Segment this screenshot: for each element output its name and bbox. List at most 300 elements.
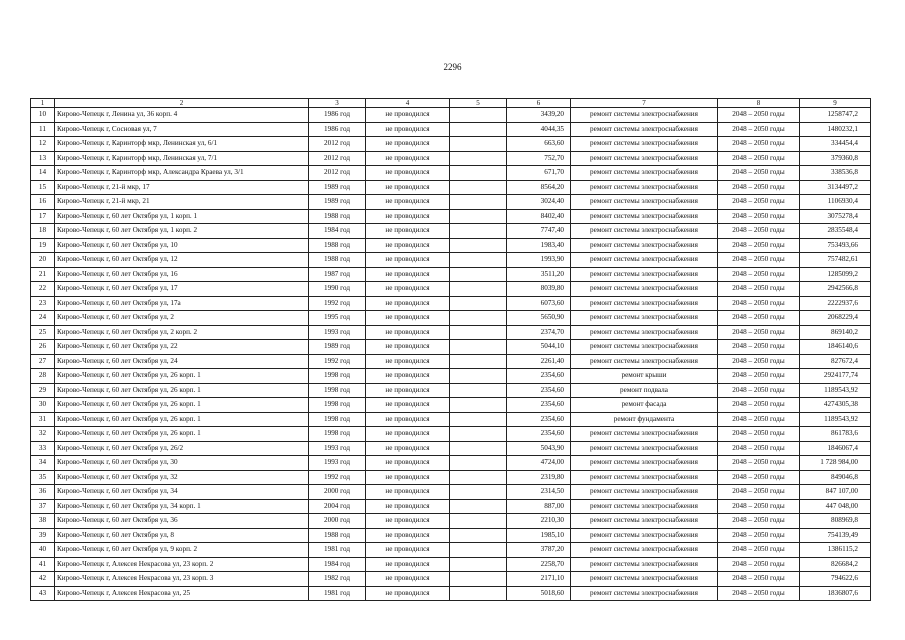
table-row: [31, 209, 871, 224]
cell-area: 2354,60: [507, 398, 571, 413]
cell-cost: 754139,49: [800, 528, 871, 543]
cell-last-repair: не проводился: [366, 543, 450, 558]
cell-period: 2048 – 2050 годы: [718, 195, 800, 210]
cell-build-year: 1995 год: [309, 311, 366, 326]
cell-build-year: 1992 год: [309, 354, 366, 369]
cell-area: 8402,40: [507, 209, 571, 224]
cell-area: 5650,90: [507, 311, 571, 326]
cell-last-repair: не проводился: [366, 340, 450, 355]
table-row: [31, 470, 871, 485]
cell-col5: [450, 572, 507, 587]
table-row: [31, 253, 871, 268]
cell-build-year: 1988 год: [309, 253, 366, 268]
cell-last-repair: не проводился: [366, 108, 450, 123]
cell-last-repair: не проводился: [366, 557, 450, 572]
cell-build-year: 1986 год: [309, 108, 366, 123]
cell-period: 2048 – 2050 годы: [718, 108, 800, 123]
table-body: [31, 108, 871, 601]
cell-row-number: 18: [31, 224, 55, 239]
cell-build-year: 1982 год: [309, 572, 366, 587]
cell-row-number: 20: [31, 253, 55, 268]
cell-area: 6073,60: [507, 296, 571, 311]
cell-col5: [450, 137, 507, 152]
cell-cost: 3075278,4: [800, 209, 871, 224]
cell-area: 2258,70: [507, 557, 571, 572]
cell-address: Кирово-Чепецк г, 60 лет Октября ул, 1 корп. 1: [55, 209, 309, 224]
cell-work-type: ремонт подвала: [571, 383, 718, 398]
cell-last-repair: не проводился: [366, 369, 450, 384]
cell-address: Кирово-Чепецк г, 60 лет Октября ул, 9 корп. 2: [55, 543, 309, 558]
cell-cost: 1846067,4: [800, 441, 871, 456]
table-row: [31, 586, 871, 601]
cell-last-repair: не проводился: [366, 456, 450, 471]
cell-row-number: 42: [31, 572, 55, 587]
column-header-2: 2: [55, 99, 309, 108]
cell-address: Кирово-Чепецк г, Алексея Некрасова ул, 23 корп. 3: [55, 572, 309, 587]
cell-area: 2314,50: [507, 485, 571, 500]
cell-address: Кирово-Чепецк г, 21-й мкр, 21: [55, 195, 309, 210]
cell-period: 2048 – 2050 годы: [718, 166, 800, 181]
cell-build-year: 1992 год: [309, 470, 366, 485]
cell-work-type: ремонт системы электроснабжения: [571, 485, 718, 500]
cell-last-repair: не проводился: [366, 282, 450, 297]
cell-last-repair: не проводился: [366, 398, 450, 413]
cell-address: Кирово-Чепецк г, 60 лет Октября ул, 17: [55, 282, 309, 297]
cell-area: 2354,60: [507, 427, 571, 442]
cell-build-year: 1993 год: [309, 325, 366, 340]
cell-last-repair: не проводился: [366, 195, 450, 210]
cell-col5: [450, 108, 507, 123]
cell-row-number: 43: [31, 586, 55, 601]
cell-cost: 379360,8: [800, 151, 871, 166]
cell-area: 2354,60: [507, 412, 571, 427]
cell-row-number: 12: [31, 137, 55, 152]
cell-period: 2048 – 2050 годы: [718, 137, 800, 152]
cell-address: Кирово-Чепецк г, 60 лет Октября ул, 26 корп. 1: [55, 398, 309, 413]
cell-address: Кирово-Чепецк г, 60 лет Октября ул, 34 корп. 1: [55, 499, 309, 514]
table-row: [31, 557, 871, 572]
cell-row-number: 27: [31, 354, 55, 369]
cell-row-number: 11: [31, 122, 55, 137]
table-row: [31, 311, 871, 326]
table-header-row: [31, 99, 871, 108]
cell-build-year: 1993 год: [309, 456, 366, 471]
table-row: [31, 137, 871, 152]
cell-build-year: 1981 год: [309, 586, 366, 601]
cell-work-type: ремонт системы электроснабжения: [571, 137, 718, 152]
cell-period: 2048 – 2050 годы: [718, 514, 800, 529]
cell-period: 2048 – 2050 годы: [718, 209, 800, 224]
cell-last-repair: не проводился: [366, 209, 450, 224]
cell-work-type: ремонт системы электроснабжения: [571, 195, 718, 210]
cell-area: 8039,80: [507, 282, 571, 297]
cell-row-number: 30: [31, 398, 55, 413]
cell-address: Кирово-Чепецк г, 60 лет Октября ул, 10: [55, 238, 309, 253]
cell-period: 2048 – 2050 годы: [718, 122, 800, 137]
table-row: [31, 572, 871, 587]
cell-build-year: 1989 год: [309, 340, 366, 355]
table-row: [31, 485, 871, 500]
cell-period: 2048 – 2050 годы: [718, 383, 800, 398]
cell-build-year: 1988 год: [309, 238, 366, 253]
cell-period: 2048 – 2050 годы: [718, 282, 800, 297]
cell-address: Кирово-Чепецк г, Каринторф мкр, Ленинская ул, 7/1: [55, 151, 309, 166]
column-header-1: 1: [31, 99, 55, 108]
cell-cost: 794622,6: [800, 572, 871, 587]
cell-col5: [450, 427, 507, 442]
cell-address: Кирово-Чепецк г, Каринторф мкр, Александра Краева ул, 3/1: [55, 166, 309, 181]
cell-row-number: 21: [31, 267, 55, 282]
cell-col5: [450, 441, 507, 456]
cell-row-number: 13: [31, 151, 55, 166]
cell-cost: 869140,2: [800, 325, 871, 340]
cell-work-type: ремонт системы электроснабжения: [571, 151, 718, 166]
table-row: [31, 296, 871, 311]
cell-last-repair: не проводился: [366, 311, 450, 326]
cell-cost: 1836807,6: [800, 586, 871, 601]
cell-build-year: 1984 год: [309, 224, 366, 239]
cell-area: 1985,10: [507, 528, 571, 543]
cell-col5: [450, 528, 507, 543]
cell-work-type: ремонт системы электроснабжения: [571, 514, 718, 529]
cell-period: 2048 – 2050 годы: [718, 267, 800, 282]
cell-address: Кирово-Чепецк г, Каринторф мкр, Ленинская ул, 6/1: [55, 137, 309, 152]
cell-area: 8564,20: [507, 180, 571, 195]
cell-area: 887,00: [507, 499, 571, 514]
cell-cost: 1189543,92: [800, 383, 871, 398]
cell-last-repair: не проводился: [366, 325, 450, 340]
table-row: [31, 282, 871, 297]
cell-build-year: 1986 год: [309, 122, 366, 137]
cell-period: 2048 – 2050 годы: [718, 151, 800, 166]
table-row: [31, 412, 871, 427]
cell-period: 2048 – 2050 годы: [718, 253, 800, 268]
cell-cost: 827672,4: [800, 354, 871, 369]
table-row: [31, 441, 871, 456]
cell-col5: [450, 470, 507, 485]
cell-col5: [450, 296, 507, 311]
cell-period: 2048 – 2050 годы: [718, 412, 800, 427]
cell-address: Кирово-Чепецк г, 60 лет Октября ул, 2 корп. 2: [55, 325, 309, 340]
cell-address: Кирово-Чепецк г, 60 лет Октября ул, 26 корп. 1: [55, 427, 309, 442]
cell-cost: 2222937,6: [800, 296, 871, 311]
cell-address: Кирово-Чепецк г, 60 лет Октября ул, 26 корп. 1: [55, 369, 309, 384]
cell-build-year: 2004 год: [309, 499, 366, 514]
table-row: [31, 267, 871, 282]
cell-row-number: 14: [31, 166, 55, 181]
table-row: [31, 456, 871, 471]
cell-period: 2048 – 2050 годы: [718, 485, 800, 500]
table-row: [31, 398, 871, 413]
cell-col5: [450, 282, 507, 297]
cell-row-number: 41: [31, 557, 55, 572]
cell-period: 2048 – 2050 годы: [718, 398, 800, 413]
cell-last-repair: не проводился: [366, 253, 450, 268]
cell-last-repair: не проводился: [366, 485, 450, 500]
cell-cost: 3134497,2: [800, 180, 871, 195]
cell-work-type: ремонт системы электроснабжения: [571, 267, 718, 282]
column-header-9: 9: [800, 99, 871, 108]
cell-work-type: ремонт крыши: [571, 369, 718, 384]
table-row: [31, 108, 871, 123]
cell-address: Кирово-Чепецк г, 60 лет Октября ул, 17а: [55, 296, 309, 311]
cell-area: 3439,20: [507, 108, 571, 123]
cell-last-repair: не проводился: [366, 441, 450, 456]
cell-last-repair: не проводился: [366, 427, 450, 442]
table-row: [31, 151, 871, 166]
table-row: [31, 354, 871, 369]
cell-cost: 757482,61: [800, 253, 871, 268]
cell-area: 2210,30: [507, 514, 571, 529]
cell-area: 4044,35: [507, 122, 571, 137]
cell-area: 2261,40: [507, 354, 571, 369]
cell-address: Кирово-Чепецк г, Сосновая ул, 7: [55, 122, 309, 137]
cell-work-type: ремонт системы электроснабжения: [571, 340, 718, 355]
cell-cost: 2835548,4: [800, 224, 871, 239]
cell-area: 5018,60: [507, 586, 571, 601]
cell-work-type: ремонт системы электроснабжения: [571, 253, 718, 268]
cell-address: Кирово-Чепецк г, 60 лет Октября ул, 32: [55, 470, 309, 485]
cell-last-repair: не проводился: [366, 499, 450, 514]
table-row: [31, 427, 871, 442]
cell-area: 671,70: [507, 166, 571, 181]
cell-work-type: ремонт фасада: [571, 398, 718, 413]
cell-row-number: 36: [31, 485, 55, 500]
cell-period: 2048 – 2050 годы: [718, 325, 800, 340]
cell-build-year: 1989 год: [309, 195, 366, 210]
cell-last-repair: не проводился: [366, 224, 450, 239]
cell-work-type: ремонт системы электроснабжения: [571, 354, 718, 369]
cell-col5: [450, 151, 507, 166]
cell-row-number: 10: [31, 108, 55, 123]
cell-last-repair: не проводился: [366, 137, 450, 152]
cell-period: 2048 – 2050 годы: [718, 180, 800, 195]
cell-period: 2048 – 2050 годы: [718, 427, 800, 442]
cell-cost: 447 048,00: [800, 499, 871, 514]
table-row: [31, 224, 871, 239]
cell-work-type: ремонт системы электроснабжения: [571, 557, 718, 572]
cell-last-repair: не проводился: [366, 528, 450, 543]
cell-last-repair: не проводился: [366, 383, 450, 398]
cell-area: 3024,40: [507, 195, 571, 210]
cell-work-type: ремонт системы электроснабжения: [571, 528, 718, 543]
cell-build-year: 1981 год: [309, 543, 366, 558]
cell-col5: [450, 224, 507, 239]
column-header-5: 5: [450, 99, 507, 108]
cell-address: Кирово-Чепецк г, 60 лет Октября ул, 24: [55, 354, 309, 369]
cell-address: Кирово-Чепецк г, 60 лет Октября ул, 30: [55, 456, 309, 471]
cell-address: Кирово-Чепецк г, 60 лет Октября ул, 34: [55, 485, 309, 500]
cell-address: Кирово-Чепецк г, 60 лет Октября ул, 12: [55, 253, 309, 268]
table-row: [31, 180, 871, 195]
cell-period: 2048 – 2050 годы: [718, 456, 800, 471]
table-row: [31, 369, 871, 384]
table-row: [31, 325, 871, 340]
cell-col5: [450, 398, 507, 413]
cell-row-number: 34: [31, 456, 55, 471]
cell-cost: 1189543,92: [800, 412, 871, 427]
cell-build-year: 1990 год: [309, 282, 366, 297]
cell-row-number: 39: [31, 528, 55, 543]
cell-build-year: 1992 год: [309, 296, 366, 311]
cell-period: 2048 – 2050 годы: [718, 311, 800, 326]
cell-last-repair: не проводился: [366, 412, 450, 427]
cell-cost: 1 728 984,00: [800, 456, 871, 471]
table-row: [31, 122, 871, 137]
cell-area: 1983,40: [507, 238, 571, 253]
cell-address: Кирово-Чепецк г, 21-й мкр, 17: [55, 180, 309, 195]
cell-work-type: ремонт системы электроснабжения: [571, 470, 718, 485]
cell-last-repair: не проводился: [366, 238, 450, 253]
page-number: 2296: [443, 62, 462, 72]
cell-col5: [450, 238, 507, 253]
cell-period: 2048 – 2050 годы: [718, 354, 800, 369]
cell-col5: [450, 499, 507, 514]
cell-build-year: 1998 год: [309, 398, 366, 413]
cell-col5: [450, 180, 507, 195]
cell-row-number: 24: [31, 311, 55, 326]
column-header-6: 6: [507, 99, 571, 108]
cell-row-number: 32: [31, 427, 55, 442]
cell-row-number: 16: [31, 195, 55, 210]
cell-last-repair: не проводился: [366, 470, 450, 485]
column-header-3: 3: [309, 99, 366, 108]
cell-build-year: 1998 год: [309, 383, 366, 398]
cell-address: Кирово-Чепецк г, 60 лет Октября ул, 36: [55, 514, 309, 529]
cell-build-year: 2012 год: [309, 151, 366, 166]
cell-period: 2048 – 2050 годы: [718, 499, 800, 514]
cell-col5: [450, 267, 507, 282]
cell-row-number: 22: [31, 282, 55, 297]
table-row: [31, 543, 871, 558]
cell-period: 2048 – 2050 годы: [718, 340, 800, 355]
cell-last-repair: не проводился: [366, 180, 450, 195]
cell-col5: [450, 311, 507, 326]
column-header-8: 8: [718, 99, 800, 108]
cell-cost: 861783,6: [800, 427, 871, 442]
cell-address: Кирово-Чепецк г, 60 лет Октября ул, 26 корп. 1: [55, 383, 309, 398]
cell-build-year: 1988 год: [309, 528, 366, 543]
cell-area: 4724,00: [507, 456, 571, 471]
cell-work-type: ремонт системы электроснабжения: [571, 543, 718, 558]
cell-build-year: 1988 год: [309, 209, 366, 224]
cell-address: Кирово-Чепецк г, Ленина ул, 36 корп. 4: [55, 108, 309, 123]
cell-address: Кирово-Чепецк г, 60 лет Октября ул, 1 корп. 2: [55, 224, 309, 239]
cell-last-repair: не проводился: [366, 572, 450, 587]
cell-build-year: 1993 год: [309, 441, 366, 456]
cell-cost: 849046,8: [800, 470, 871, 485]
cell-row-number: 19: [31, 238, 55, 253]
cell-row-number: 35: [31, 470, 55, 485]
cell-period: 2048 – 2050 годы: [718, 441, 800, 456]
cell-row-number: 31: [31, 412, 55, 427]
cell-build-year: 2012 год: [309, 166, 366, 181]
cell-row-number: 40: [31, 543, 55, 558]
cell-col5: [450, 514, 507, 529]
cell-cost: 753493,66: [800, 238, 871, 253]
cell-row-number: 29: [31, 383, 55, 398]
cell-work-type: ремонт фундамента: [571, 412, 718, 427]
cell-address: Кирово-Чепецк г, 60 лет Октября ул, 26 корп. 1: [55, 412, 309, 427]
cell-build-year: 1984 год: [309, 557, 366, 572]
table-row: [31, 340, 871, 355]
cell-col5: [450, 412, 507, 427]
cell-area: 2354,60: [507, 369, 571, 384]
cell-period: 2048 – 2050 годы: [718, 369, 800, 384]
cell-cost: 1846140,6: [800, 340, 871, 355]
column-header-7: 7: [571, 99, 718, 108]
cell-build-year: 1998 год: [309, 369, 366, 384]
cell-col5: [450, 586, 507, 601]
cell-area: 3787,20: [507, 543, 571, 558]
cell-build-year: 2012 год: [309, 137, 366, 152]
cell-cost: 826684,2: [800, 557, 871, 572]
cell-area: 2374,70: [507, 325, 571, 340]
cell-row-number: 25: [31, 325, 55, 340]
cell-period: 2048 – 2050 годы: [718, 572, 800, 587]
cell-work-type: ремонт системы электроснабжения: [571, 108, 718, 123]
cell-row-number: 33: [31, 441, 55, 456]
table-row: [31, 238, 871, 253]
cell-row-number: 23: [31, 296, 55, 311]
cell-last-repair: не проводился: [366, 586, 450, 601]
cell-cost: 2924177,74: [800, 369, 871, 384]
cell-row-number: 17: [31, 209, 55, 224]
cell-area: 7747,40: [507, 224, 571, 239]
cell-area: 663,60: [507, 137, 571, 152]
cell-row-number: 15: [31, 180, 55, 195]
cell-work-type: ремонт системы электроснабжения: [571, 224, 718, 239]
cell-period: 2048 – 2050 годы: [718, 528, 800, 543]
cell-last-repair: не проводился: [366, 166, 450, 181]
cell-area: 2319,80: [507, 470, 571, 485]
cell-work-type: ремонт системы электроснабжения: [571, 441, 718, 456]
cell-col5: [450, 369, 507, 384]
cell-work-type: ремонт системы электроснабжения: [571, 325, 718, 340]
table-row: [31, 499, 871, 514]
cell-period: 2048 – 2050 годы: [718, 586, 800, 601]
cell-area: 752,70: [507, 151, 571, 166]
cell-col5: [450, 485, 507, 500]
cell-cost: 338536,8: [800, 166, 871, 181]
cell-work-type: ремонт системы электроснабжения: [571, 456, 718, 471]
cell-col5: [450, 325, 507, 340]
cell-build-year: 2000 год: [309, 485, 366, 500]
cell-area: 5043,90: [507, 441, 571, 456]
cell-col5: [450, 354, 507, 369]
cell-build-year: 1998 год: [309, 412, 366, 427]
cell-cost: 1386115,2: [800, 543, 871, 558]
cell-period: 2048 – 2050 годы: [718, 296, 800, 311]
cell-col5: [450, 166, 507, 181]
cell-cost: 2068229,4: [800, 311, 871, 326]
column-header-4: 4: [366, 99, 450, 108]
cell-address: Кирово-Чепецк г, 60 лет Октября ул, 16: [55, 267, 309, 282]
cell-last-repair: не проводился: [366, 514, 450, 529]
cell-work-type: ремонт системы электроснабжения: [571, 586, 718, 601]
cell-work-type: ремонт системы электроснабжения: [571, 296, 718, 311]
cell-period: 2048 – 2050 годы: [718, 238, 800, 253]
cell-work-type: ремонт системы электроснабжения: [571, 238, 718, 253]
cell-col5: [450, 383, 507, 398]
cell-col5: [450, 122, 507, 137]
cell-cost: 1106930,4: [800, 195, 871, 210]
cell-cost: 847 107,00: [800, 485, 871, 500]
cell-period: 2048 – 2050 годы: [718, 470, 800, 485]
cell-cost: 1480232,1: [800, 122, 871, 137]
cell-last-repair: не проводился: [366, 354, 450, 369]
table-row: [31, 514, 871, 529]
